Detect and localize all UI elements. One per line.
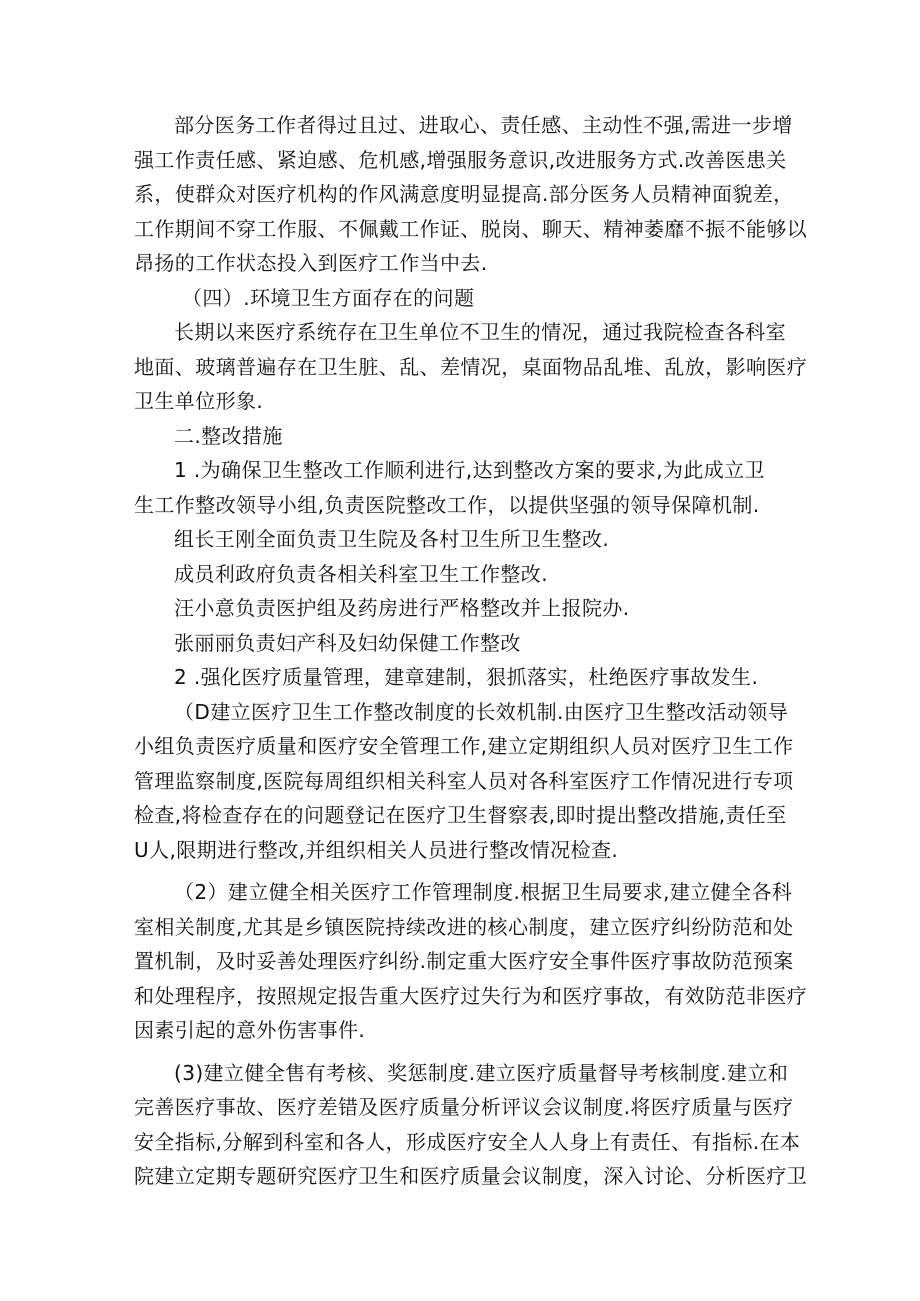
spacer [134, 867, 794, 875]
text-line: 检查,将检查存在的问题登记在医疗卫生督察表,即时提出整改措施,责任至 [134, 803, 787, 827]
paragraph-sub-2 [134, 875, 808, 1048]
text-line: 置机制，及时妥善处理医疗纠纷.制定重大医疗安全事件医疗事故防范预案 [134, 949, 794, 973]
text-line: 1 .为确保卫生整改工作顺利进行,达到整改方案的要求,为此成立卫 [174, 458, 765, 482]
text-line: (3)建立健全售有考核、奖惩制度.建立医疗质量督导考核制度.建立和 [174, 1060, 789, 1085]
text-line: 系，使群众对医疗机构的作风满意度明显提高.部分医务人员精神面貌差， [134, 182, 794, 206]
text-line: 小组负责医疗质量和医疗安全管理工作,建立定期组织人员对医疗卫生工作 [134, 734, 794, 758]
text-line: 安全指标,分解到科室和各人，形成医疗安全人人身上有责任、有指标.在本 [134, 1129, 801, 1154]
text-line: 昂扬的工作状态投入到医疗工作当中去. [134, 251, 488, 275]
paragraph-item-1 [134, 453, 794, 522]
section-heading-rectification: 二.整改措施 [174, 423, 283, 448]
text-line: （D建立医疗卫生工作整改制度的长效机制.由医疗卫生整改活动领导 [174, 699, 789, 724]
section-heading-environment: （四）.环境卫生方面存在的问题 [182, 285, 475, 310]
member-line: 组长王刚全面负责卫生院及各村卫生所卫生整改. [174, 527, 610, 551]
paragraph-sub-1 [134, 695, 794, 868]
text-line: 卫生单位形象. [134, 389, 264, 413]
text-line: 院建立定期专题研究医疗卫生和医疗质量会议制度，深入讨论、分析医疗卫 [134, 1164, 808, 1188]
text-line: 室相关制度,尤其是乡镇医院持续改进的核心制度，建立医疗纠纷防范和处 [134, 914, 794, 939]
spacer [134, 1048, 794, 1056]
text-line: （2）建立健全相关医疗工作管理制度.根据卫生局要求,建立健全各科 [174, 880, 793, 904]
text-line: 强工作责任感、紧迫感、危机感,增强服务意识,改进服务方式.改善医患关 [134, 147, 787, 172]
paragraph-item-2: 2 .强化医疗质量管理，建章建制，狠抓落实，杜绝医疗事故发生. [174, 665, 759, 689]
paragraph-sub-3 [134, 1056, 808, 1194]
member-line: 汪小意负责医护组及药房进行严格整改并上报院办. [174, 596, 630, 620]
text-line: 长期以来医疗系统存在卫生单位不卫生的情况，通过我院检查各科室 [174, 320, 786, 344]
text-line: 完善医疗事故、医疗差错及医疗质量分析评议会议制度.将医疗质量与医疗 [134, 1095, 794, 1119]
document-body [134, 108, 808, 1194]
member-list [134, 522, 794, 660]
text-line: 和处理程序，按照规定报告重大医疗过失行为和医疗事故，有效防范非医疗 [134, 983, 808, 1008]
paragraph-environment [134, 315, 808, 419]
text-line: 工作期间不穿工作服、不佩戴工作证、脱岗、聊天、精神萎靡不振不能够以 [134, 216, 808, 241]
text-line: 管理监察制度,医院每周组织相关科室人员对各科室医疗工作情况进行专项 [134, 768, 794, 793]
text-line: 地面、玻璃普遍存在卫生脏、乱、差情况，桌面物品乱堆、乱放，影响医疗 [134, 354, 808, 379]
text-line: 部分医务工作者得过且过、进取心、责任感、主动性不强,需进一步增 [174, 113, 793, 137]
text-line: 因素引起的意外伤害事件. [134, 1018, 366, 1042]
member-line: 张丽丽负责妇产科及妇幼保健工作整改 [174, 630, 521, 655]
paragraph-staff-attitude [134, 108, 808, 281]
member-line: 成员利政府负责各相关科室卫生工作整改. [174, 561, 548, 586]
text-line: U人,限期进行整改,并组织相关人员进行整改情况检查. [134, 837, 619, 862]
text-line: 生工作整改领导小组,负责医院整改工作，以提供坚强的领导保障机制. [134, 492, 760, 517]
